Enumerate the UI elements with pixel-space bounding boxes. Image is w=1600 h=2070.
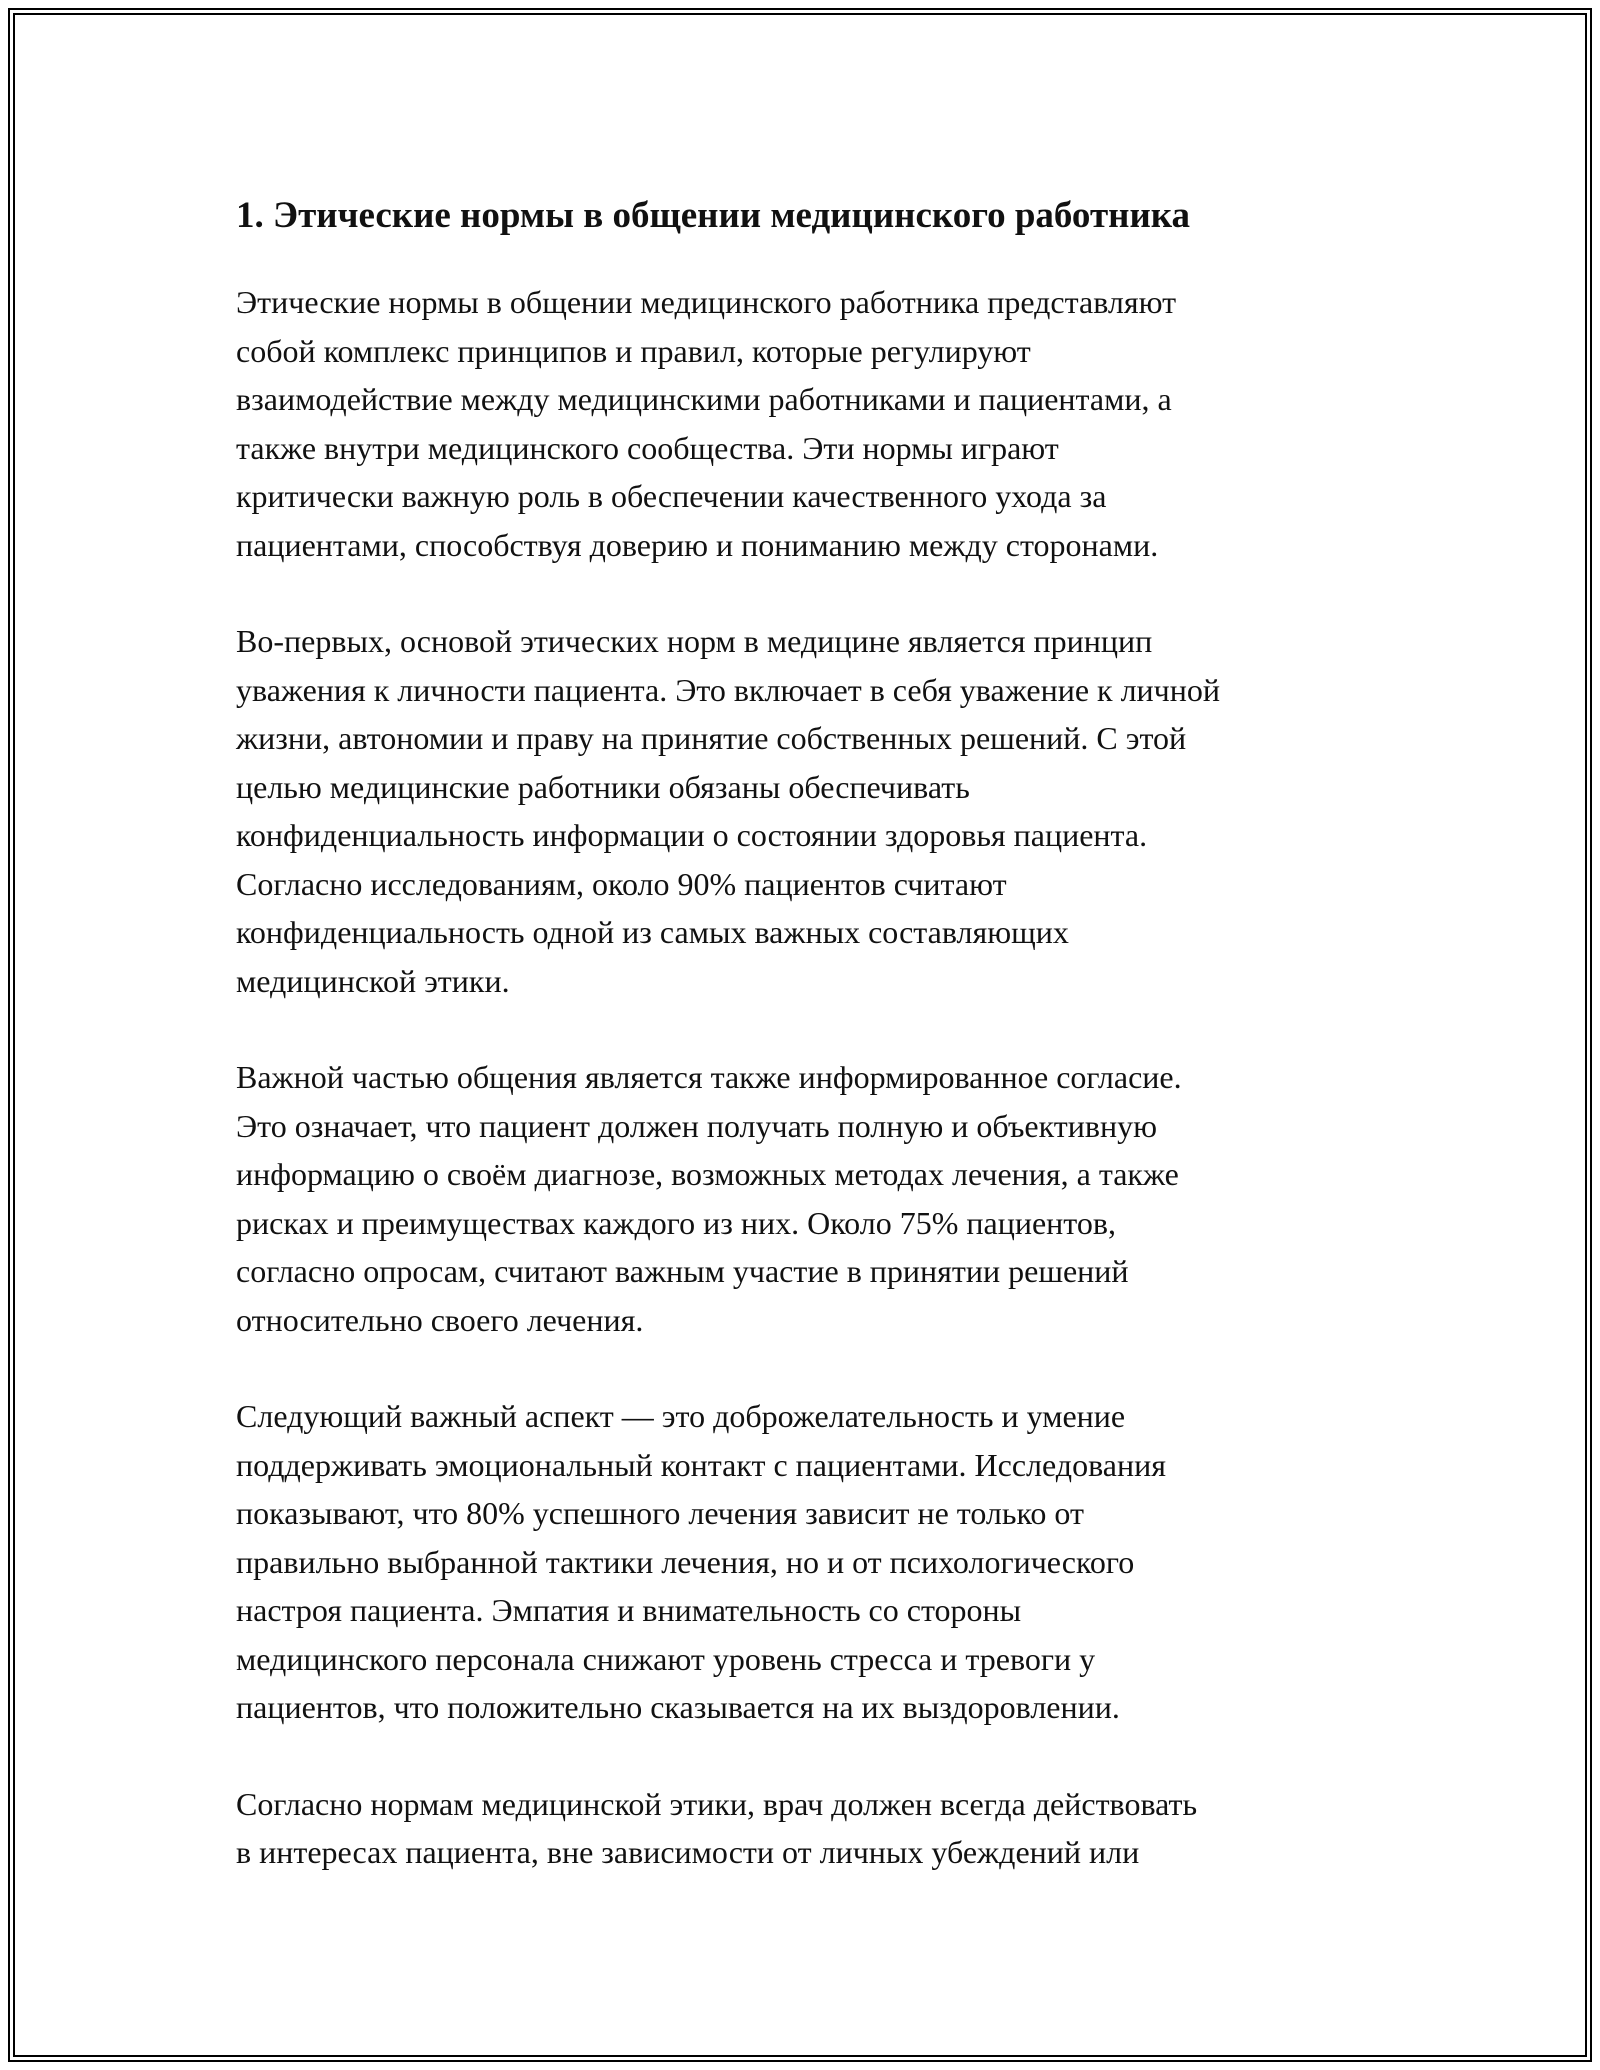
paragraph-intro: Этические нормы в общении медицинского работника представляют собой комплекс принципов и правил, которые регулируют взаимодействие между медицинскими работниками и пациентами, а также внутри медицинского сообщества. Эти нормы играют критически важную роль в обеспечении качественного ухода за пациентами, способствуя доверию и пониманию между сторонами. [236, 284, 1177, 563]
section-heading: 1. Этические нормы в общении медицинского работника [236, 195, 1191, 236]
paragraph-patient-interest: Согласно нормам медицинской этики, врач должен всегда действовать в интересах пациента, вне зависимости от личных убеждений или [236, 1785, 1198, 1870]
paragraph-informed-consent: Важной частью общения является также информированное согласие. Это означает, что пациент должен получать полную и объективную информацию о своём диагнозе, возможных методах лечения, а также рисках и преимуществах каждого из них. Около 75% пациентов, согласно опросам, считают важным участие в принятии решений относительно своего лечения. [236, 1059, 1182, 1338]
paragraph-respect: Во-первых, основой этических норм в медицине является принцип уважения к личности пациента. Это включает в себя уважение к личной жизни, автономии и праву на принятие собственных решений. С этой целью медицинские работники обязаны обеспечивать конфиденциальность информации о состоянии здоровья пациента. Согласно исследованиям, около 90% пациентов считают конфиденциальность одной из самых важных составляющих медицинской этики. [236, 623, 1221, 999]
paragraph-benevolence: Следующий важный аспект — это доброжелательность и умение поддерживать эмоциональный контакт с пациентами. Исследования показывают, что 80% успешного лечения зависит не только от правильно выбранной тактики лечения, но и от психологического настроя пациента. Эмпатия и внимательность со стороны медицинского персонала снижают уровень стресса и тревоги у пациентов, что положительно сказывается на их выздоровлении. [236, 1398, 1166, 1725]
document-body [236, 180, 1386, 1925]
